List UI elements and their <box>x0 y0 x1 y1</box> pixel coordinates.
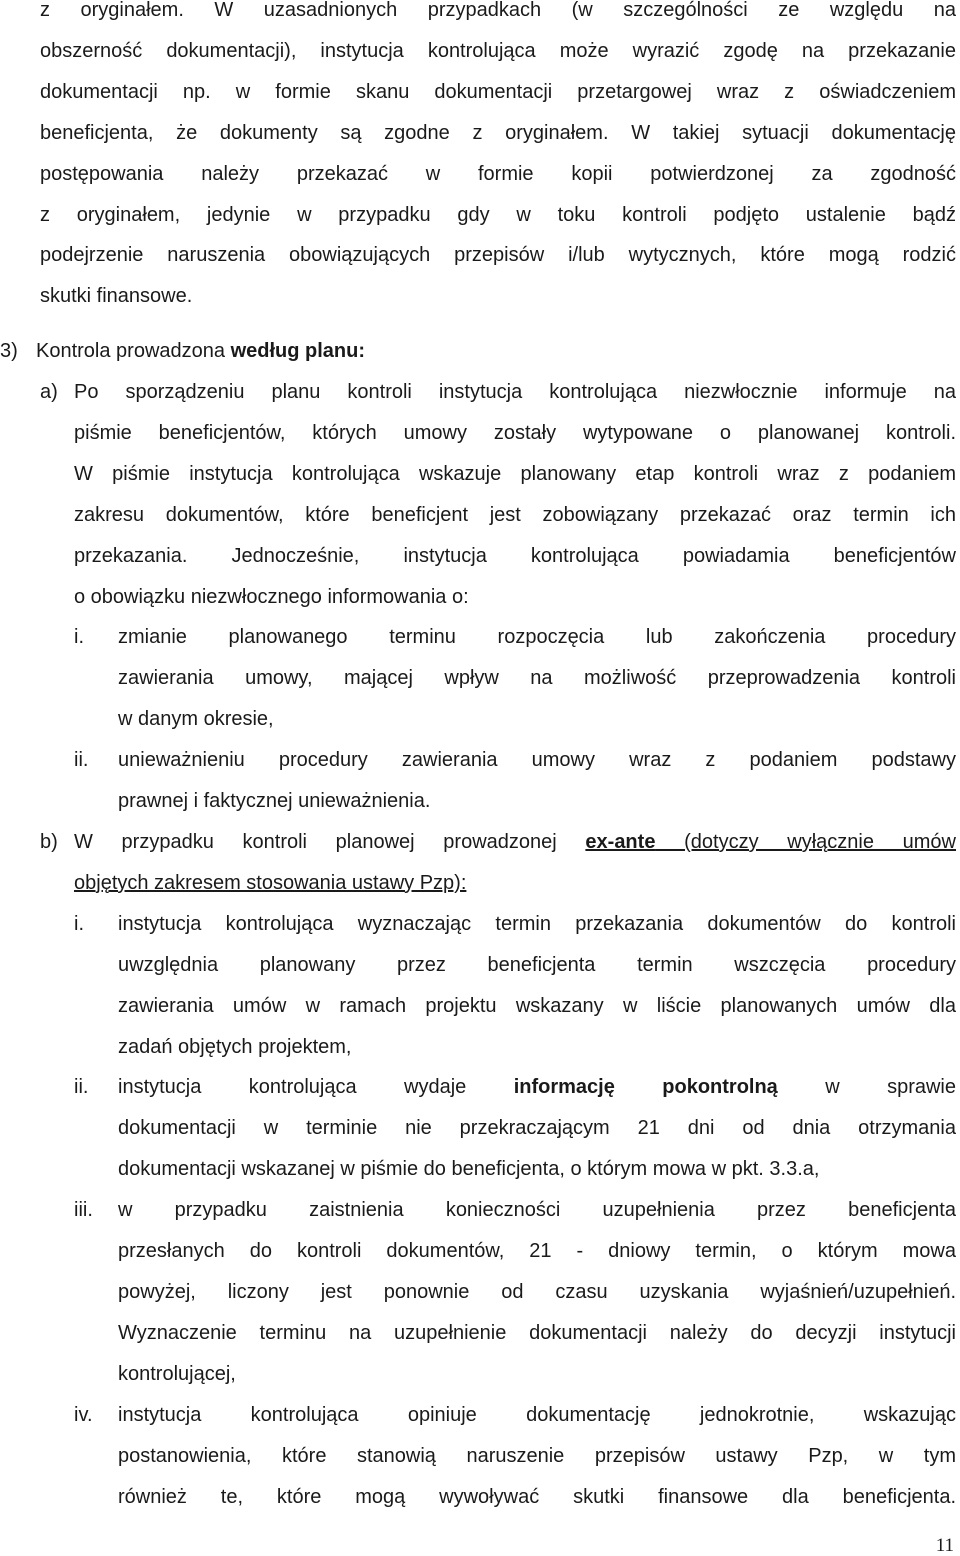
text-line: skutki finansowe. <box>40 285 193 308</box>
text-line: beneficjenta, że dokumenty są zgodne z oryginałem. W takiej sytuacji dokumentację <box>40 121 956 144</box>
section-heading-plain: Kontrola prowadzona <box>36 340 231 362</box>
text-bold: informację pokontrolną <box>513 1076 778 1099</box>
text-line: przekazania. Jednocześnie, instytucja kontrolująca powiadamia beneficjentów <box>74 544 956 567</box>
text-line: zawierania umowy, mającej wpływ na możliwość przeprowadzenia kontroli <box>118 667 956 690</box>
sub-item-iv <box>74 1395 956 1518</box>
text-plain: W przypadku kontroli planowej prowadzonej <box>74 831 586 853</box>
text-line: zadań objętych projektem, <box>118 1035 352 1058</box>
text-line <box>74 863 956 904</box>
sub-item-label: i. <box>74 626 84 649</box>
text-line: dokumentacji wskazanej w piśmie do beneficjenta, o którym mowa w pkt. 3.3.a, <box>118 1158 820 1181</box>
sub-item-label: iv. <box>74 1403 93 1426</box>
sub-item-iii <box>74 1190 956 1395</box>
item-label: b) <box>40 831 58 853</box>
text-line: zakresu dokumentów, które beneficjent jest zobowiązany przekazać oraz termin ich <box>74 503 956 526</box>
sub-item-ii <box>74 1067 956 1190</box>
text-line: piśmie beneficjentów, których umowy zostały wytypowane o planowanej kontroli. <box>74 421 956 444</box>
text-line: obszerność dokumentacji), instytucja kontrolująca może wyrazić zgodę na przekazanie <box>40 39 956 62</box>
item-label: a) <box>40 381 58 403</box>
text-line: unieważnieniu procedury zawierania umowy wraz z podaniem podstawy <box>118 749 956 772</box>
text-line: kontrolującej, <box>118 1362 236 1385</box>
text-line: instytucja kontrolująca wyznaczając termin przekazania dokumentów do kontroli <box>118 912 956 935</box>
section-heading-text <box>36 331 365 372</box>
text-plain: w sprawie <box>777 1076 956 1099</box>
section-number: 3) <box>0 340 18 362</box>
text-line: prawnej i faktycznej unieważnienia. <box>118 790 431 813</box>
list-item-b <box>40 822 956 1517</box>
text-line <box>74 822 956 863</box>
sub-item-label: ii. <box>74 1076 89 1099</box>
sub-item-label: i. <box>74 912 84 935</box>
text-line: uwzględnia planowany przez beneficjenta termin wszczęcia procedury <box>118 953 956 976</box>
text-line: również te, które mogą wywoływać skutki finansowe dla beneficjenta. <box>118 1485 956 1508</box>
text-line: w danym okresie, <box>118 708 274 731</box>
intro-paragraph <box>40 0 956 317</box>
text-line: zawierania umów w ramach projektu wskazany w liście planowanych umów dla <box>118 994 956 1017</box>
text-line: w przypadku zaistnienia konieczności uzupełnienia przez beneficjenta <box>118 1199 956 1222</box>
text-line: zmianie planowanego terminu rozpoczęcia lub zakończenia procedury <box>118 626 956 649</box>
page-number: 11 <box>935 1535 954 1556</box>
text-line: z oryginałem, jedynie w przypadku gdy w toku kontroli podjęto ustalenie bądź <box>40 203 956 226</box>
text-plain: instytucja kontrolująca wydaje <box>118 1076 514 1099</box>
text-line: Wyznaczenie terminu na uzupełnienie dokumentacji należy do decyzji instytucji <box>118 1321 956 1344</box>
text-underline: (dotyczy wyłącznie umów <box>655 831 956 853</box>
text-line: W piśmie instytucja kontrolująca wskazuje planowany etap kontroli wraz z podaniem <box>74 462 956 485</box>
text-bold-underline: ex-ante <box>585 831 656 853</box>
text-underline: objętych zakresem stosowania ustawy Pzp): <box>74 871 467 894</box>
text-line: dokumentacji w terminie nie przekraczającym 21 dni od dnia otrzymania <box>118 1117 956 1140</box>
text-line <box>118 1067 956 1108</box>
section-heading-bold: według planu: <box>230 340 366 362</box>
text-line: powyżej, liczony jest ponownie od czasu uzyskania wyjaśnień/uzupełnień. <box>118 1280 956 1303</box>
sub-item-i <box>74 904 956 1068</box>
text-line: instytucja kontrolująca opiniuje dokumentację jednokrotnie, wskazując <box>118 1403 956 1426</box>
sub-item-i <box>74 617 956 740</box>
list-item-a <box>40 372 956 822</box>
text-line: o obowiązku niezwłocznego informowania o: <box>74 585 469 608</box>
text-line: z oryginałem. W uzasadnionych przypadkach (w szczególności ze względu na <box>40 0 956 21</box>
sub-item-label: ii. <box>74 749 89 772</box>
sub-item-ii <box>74 740 956 822</box>
text-line: Po sporządzeniu planu kontroli instytucja kontrolująca niezwłocznie informuje na <box>74 381 956 403</box>
text-line: podejrzenie naruszenia obowiązujących przepisów i/lub wytycznych, które mogą rodzić <box>40 244 956 267</box>
sub-item-label: iii. <box>74 1199 93 1222</box>
text-line: przesłanych do kontroli dokumentów, 21 - dniowy termin, o którym mowa <box>118 1240 956 1263</box>
text-line: postępowania należy przekazać w formie kopii potwierdzonej za zgodność <box>40 162 956 185</box>
text-line: dokumentacji np. w formie skanu dokumentacji przetargowej wraz z oświadczeniem <box>40 80 956 103</box>
section-3-heading <box>0 331 900 372</box>
text-line: postanowienia, które stanowią naruszenie przepisów ustawy Pzp, w tym <box>118 1444 956 1467</box>
